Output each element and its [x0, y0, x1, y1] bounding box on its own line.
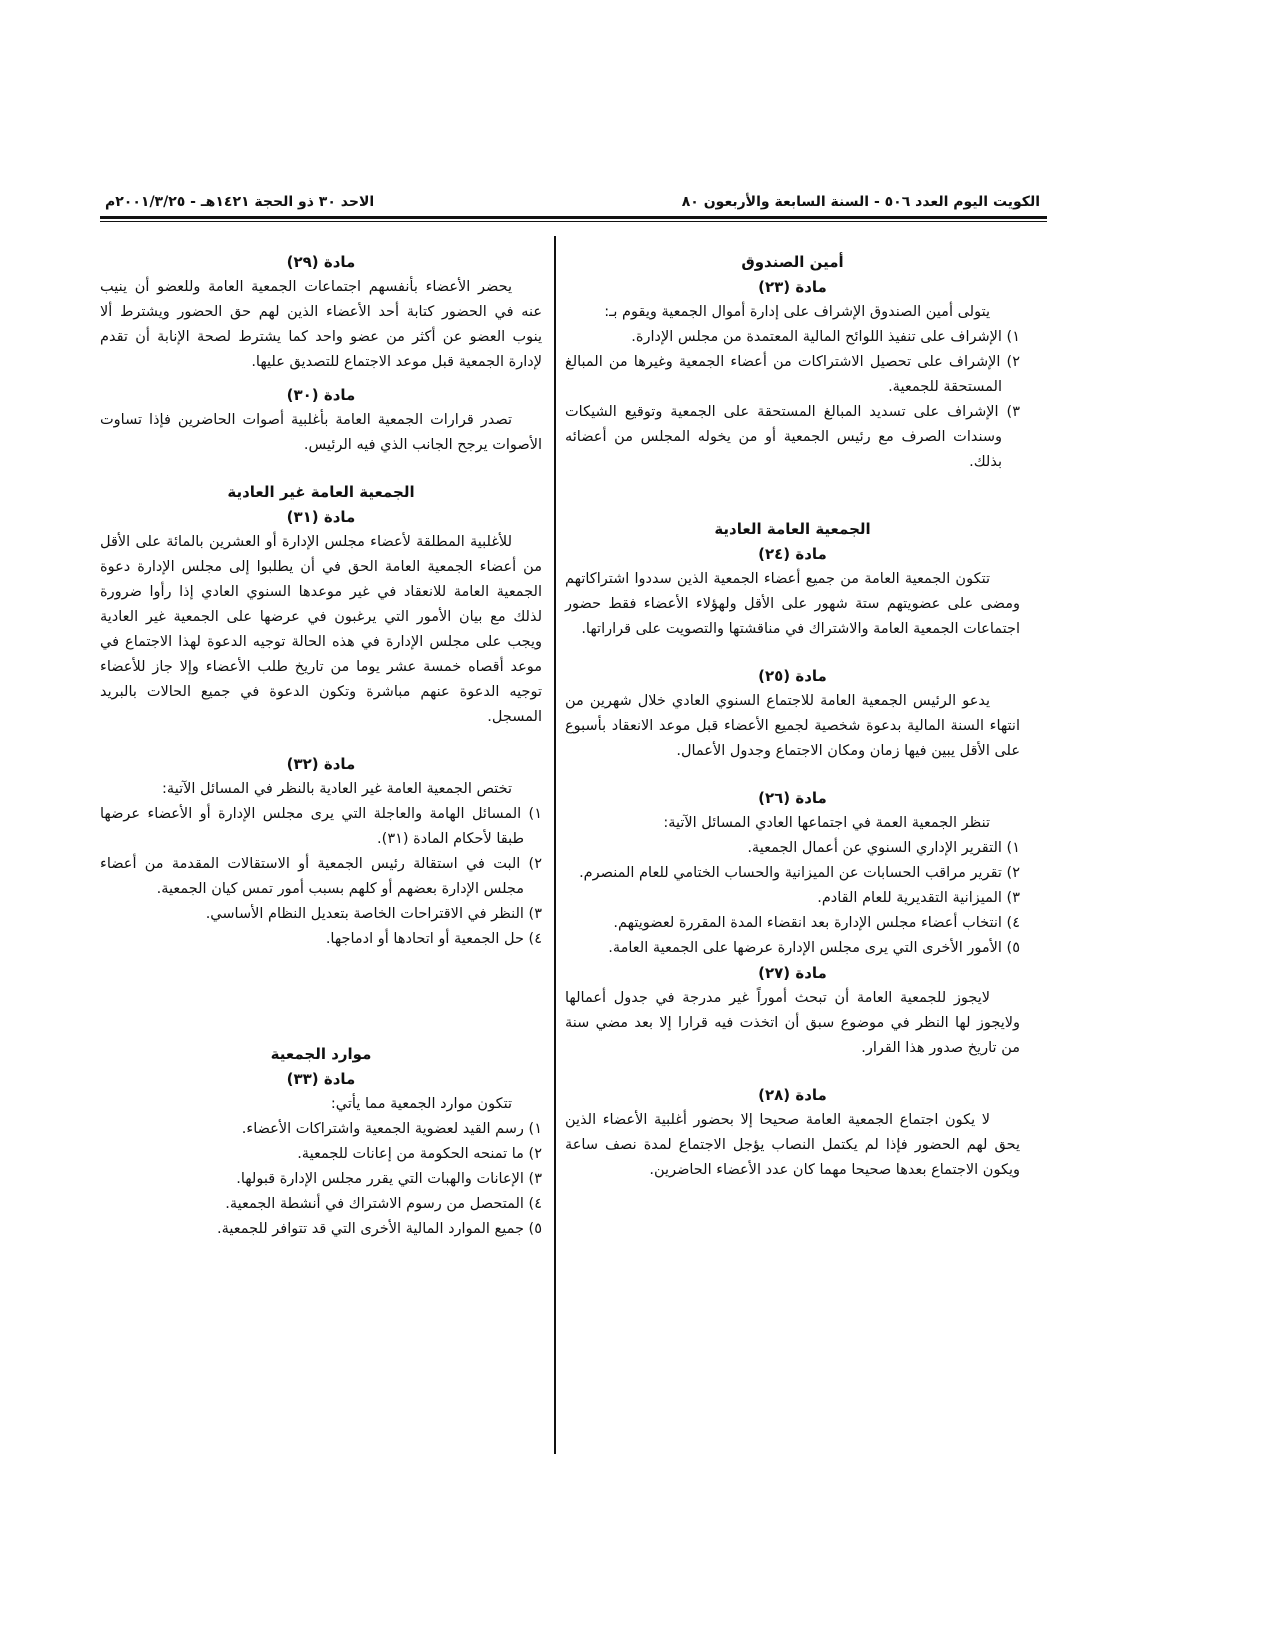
article-33-title: مادة (٣٣)	[286, 1070, 356, 1088]
article-32-item-4: ٤) حل الجمعية أو اتحادها أو ادماجها.	[325, 931, 542, 947]
article-33-item-3: ٣) الإعانات والهبات التي يقرر مجلس الإدارة قبولها.	[236, 1171, 542, 1187]
header-rule-thin	[100, 221, 1047, 222]
article-28-title: مادة (٢٨)	[758, 1086, 827, 1104]
article-26-intro: تنظر الجمعية العمة في اجتماعها العادي المسائل الآتية:	[663, 815, 990, 831]
article-27-text: لايجوز للجمعية العامة أن تبحث أموراً غير مدرجة في جدول أعمالها ولايجوز لها النظر في موضوع سبق أن اتخذت فيه قرارا إلا بعد مضي سنة من تاريخ صدور هذا القرار.	[565, 990, 1020, 1056]
article-24-text: تتكون الجمعية العامة من جميع أعضاء الجمعية الذين سددوا اشتراكاتهم ومضى على عضويتهم ستة شهور على الأقل ولهؤلاء الأعضاء فقط حضور اجتماعات الجمعية العامة والاشتراك في مناقشتها والتصويت على قراراتها.	[565, 571, 1020, 637]
article-32-intro: تختص الجمعية العامة غير العادية بالنظر في المسائل الآتية:	[162, 781, 512, 797]
section-heading-resources: موارد الجمعية	[270, 1045, 372, 1063]
article-32-item-2: ٢) البت في استقالة رئيس الجمعية أو الاستقالات المقدمة من أعضاء مجلس الإدارة بعضهم أو كلهم بسبب أمور تمس كيان الجمعية.	[100, 856, 542, 897]
article-27-title: مادة (٢٧)	[758, 964, 827, 982]
article-25-text: يدعو الرئيس الجمعية العامة للاجتماع السنوي العادي خلال شهرين من انتهاء السنة المالية بدعوة شخصية لجميع الأعضاء قبل موعد الانعقاد بأسبوع على الأقل يبين فيها زمان ومكان الاجتماع وجدول الأعمال.	[565, 693, 1020, 759]
header-issue-info: الكويت اليوم العدد ٥٠٦ - السنة السابعة والأربعون ٨٠	[681, 194, 1040, 210]
section-heading-ordinary-assembly: الجمعية العامة العادية	[714, 520, 871, 538]
article-32-title: مادة (٣٢)	[286, 755, 356, 773]
article-33-item-2: ٢) ما تمنحه الحكومة من إعانات للجمعية.	[297, 1146, 542, 1162]
article-23-item-3: ٣) الإشراف على تسديد المبالغ المستحقة على الجمعية وتوقيع الشيكات وسندات الصرف مع رئيس الجمعية أو من يخوله المجلس من أعضائه بذلك.	[565, 404, 1020, 470]
column-divider	[554, 236, 556, 1454]
section-heading-treasurer: أمين الصندوق	[741, 253, 844, 271]
article-26-item-1: ١) التقرير الإداري السنوي عن أعمال الجمعية.	[747, 840, 1020, 856]
article-31-text: للأغلبية المطلقة لأعضاء مجلس الإدارة أو العشرين بالمائة على الأقل من أعضاء الجمعية العامة الحق في أن يطلبوا إلى مجلس الإدارة دعوة الجمعية العامة للانعقاد في غير موعدها السنوي العادي إذا رأوا ضرورة لذلك مع بيان الأمور التي يرغبون في عرضها على الجمعية غير العادية ويجب على مجلس الإدارة في هذه الحالة توجيه الدعوة لهذا الاجتماع في موعد أقصاه خمسة عشر يوما من تاريخ طلب الأعضاء وإلا جاز للأعضاء توجيه الدعوة عنهم مباشرة وتكون الدعوة في جميع الحالات بالبريد المسجل.	[100, 534, 542, 725]
article-33-item-5: ٥) جميع الموارد المالية الأخرى التي قد تتوافر للجمعية.	[216, 1221, 542, 1237]
article-33-item-1: ١) رسم القيد لعضوية الجمعية واشتراكات الأعضاء.	[241, 1121, 542, 1137]
article-33-intro: تتكون موارد الجمعية مما يأتي:	[330, 1096, 512, 1112]
article-29-title: مادة (٢٩)	[286, 253, 356, 271]
article-28-text: لا يكون اجتماع الجمعية العامة صحيحا إلا بحضور أغلبية الأعضاء الذين يحق لهم الحضور فإذا لم يكتمل النصاب يؤجل الاجتماع لمدة نصف ساعة ويكون الاجتماع بعدها صحيحا مهما كان عدد الأعضاء الحاضرين.	[565, 1112, 1020, 1178]
article-25-title: مادة (٢٥)	[758, 667, 827, 685]
article-23-item-1: ١) الإشراف على تنفيذ اللوائح المالية المعتمدة من مجلس الإدارة.	[631, 329, 1020, 345]
article-24-title: مادة (٢٤)	[758, 545, 827, 563]
article-31-title: مادة (٣١)	[286, 508, 356, 526]
article-26-item-5: ٥) الأمور الأخرى التي يرى مجلس الإدارة عرضها على الجمعية العامة.	[608, 940, 1020, 956]
header-rule-thick	[100, 216, 1047, 219]
article-26-item-2: ٢) تقرير مراقب الحسابات عن الميزانية والحساب الختامي للعام المنصرم.	[579, 865, 1020, 881]
article-32-item-3: ٣) النظر في الاقتراحات الخاصة بتعديل النظام الأساسي.	[205, 906, 542, 922]
article-30-text: تصدر قرارات الجمعية العامة بأغلبية أصوات الحاضرين فإذا تساوت الأصوات يرجح الجانب الذي فيه الرئيس.	[100, 412, 542, 453]
article-32-item-1: ١) المسائل الهامة والعاجلة التي يرى مجلس الإدارة أو الأعضاء عرضها طبقا لأحكام المادة (٣١).	[100, 806, 542, 847]
right-column	[565, 250, 1020, 1183]
article-26-item-4: ٤) انتخاب أعضاء مجلس الإدارة بعد انقضاء المدة المقررة لعضويتهم.	[613, 915, 1020, 931]
article-30-title: مادة (٣٠)	[286, 386, 356, 404]
section-heading-extraordinary-assembly: الجمعية العامة غير العادية	[227, 483, 415, 501]
left-column	[100, 250, 542, 1242]
article-23-item-2: ٢) الإشراف على تحصيل الاشتراكات من أعضاء الجمعية وغيرها من المبالغ المستحقة للجمعية.	[565, 354, 1020, 395]
article-26-item-3: ٣) الميزانية التقديرية للعام القادم.	[817, 890, 1020, 906]
article-23-intro: يتولى أمين الصندوق الإشراف على إدارة أموال الجمعية ويقوم بـ:	[604, 304, 990, 320]
article-33-item-4: ٤) المتحصل من رسوم الاشتراك في أنشطة الجمعية.	[225, 1196, 542, 1212]
header-date: الاحد ٣٠ ذو الحجة ١٤٢١هـ - ٢٠٠١/٣/٢٥م	[105, 194, 375, 210]
article-29-text: يحضر الأعضاء بأنفسهم اجتماعات الجمعية العامة وللعضو أن ينيب عنه في الحضور كتابة أحد الأعضاء الذين لهم حق الحضور ويشترط ألا ينوب العضو عن أكثر من عضو واحد كما يشترط لصحة الإنابة أن تقدم لإدارة الجمعية قبل موعد الاجتماع للتصديق عليها.	[100, 279, 542, 370]
article-26-title: مادة (٢٦)	[758, 789, 827, 807]
article-23-title: مادة (٢٣)	[758, 278, 827, 296]
